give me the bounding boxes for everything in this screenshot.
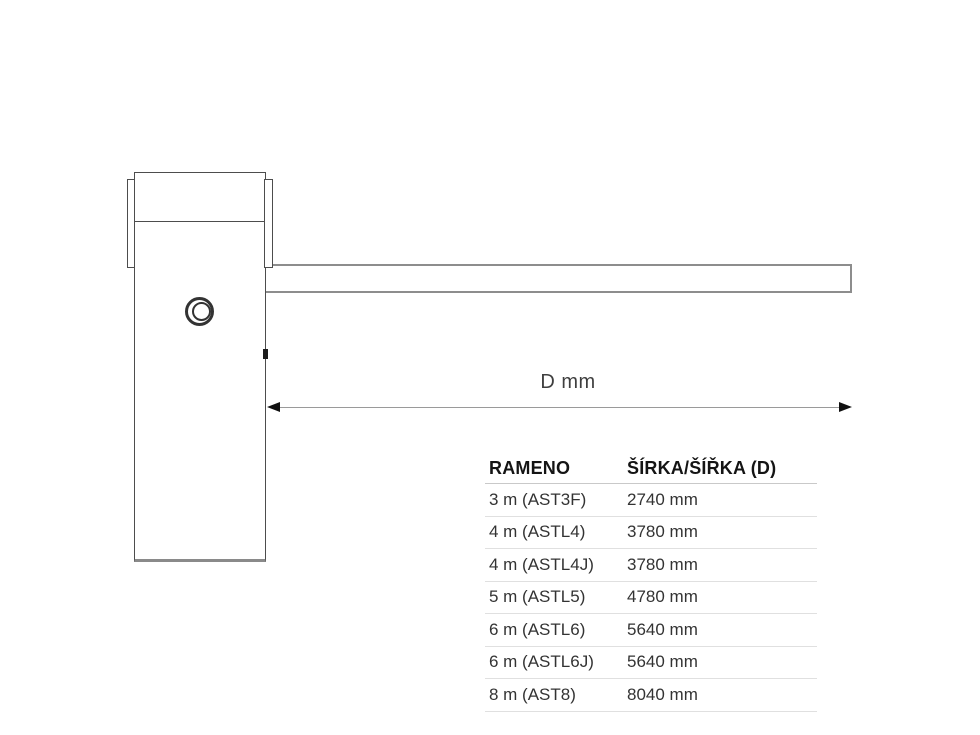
width-value-cell: 4780 mm (627, 587, 698, 607)
dimension-label: D mm (540, 371, 596, 393)
table-row (485, 549, 817, 582)
width-value-cell: 3780 mm (627, 522, 698, 542)
arm-name-cell: 5 m (ASTL5) (489, 587, 586, 607)
boom-arm (266, 264, 852, 293)
dimension-arrow-left-icon (267, 402, 280, 412)
cabinet-bracket-right (264, 179, 273, 268)
column-header-sirka: ŠÍRKA/ŠÍŘKA (D) (627, 457, 777, 478)
width-value-cell: 2740 mm (627, 489, 698, 509)
width-value-cell: 8040 mm (627, 684, 698, 704)
arm-name-cell: 6 m (ASTL6) (489, 619, 586, 639)
arm-name-cell: 3 m (AST3F) (489, 489, 587, 509)
cabinet-bracket-left (127, 179, 135, 268)
table-row (485, 679, 817, 712)
arm-name-cell: 4 m (ASTL4) (489, 522, 586, 542)
table-header-row (485, 453, 817, 484)
table-row (485, 484, 817, 517)
table-row (485, 614, 817, 647)
column-header-rameno: RAMENO (489, 457, 571, 478)
dimension-line (279, 407, 840, 408)
spec-table (485, 453, 817, 712)
pivot-shaft-icon (192, 302, 211, 321)
cabinet-cap-line (134, 221, 266, 222)
width-value-cell: 5640 mm (627, 652, 698, 672)
table-row (485, 647, 817, 680)
cabinet-latch-mark (263, 349, 268, 359)
width-value-cell: 5640 mm (627, 619, 698, 639)
arm-name-cell: 8 m (AST8) (489, 684, 576, 704)
arm-name-cell: 4 m (ASTL4J) (489, 554, 594, 574)
arm-name-cell: 6 m (ASTL6J) (489, 652, 594, 672)
table-row (485, 517, 817, 550)
width-value-cell: 3780 mm (627, 554, 698, 574)
barrier-cabinet (134, 172, 266, 562)
table-row (485, 582, 817, 615)
dimension-arrow-right-icon (839, 402, 852, 412)
